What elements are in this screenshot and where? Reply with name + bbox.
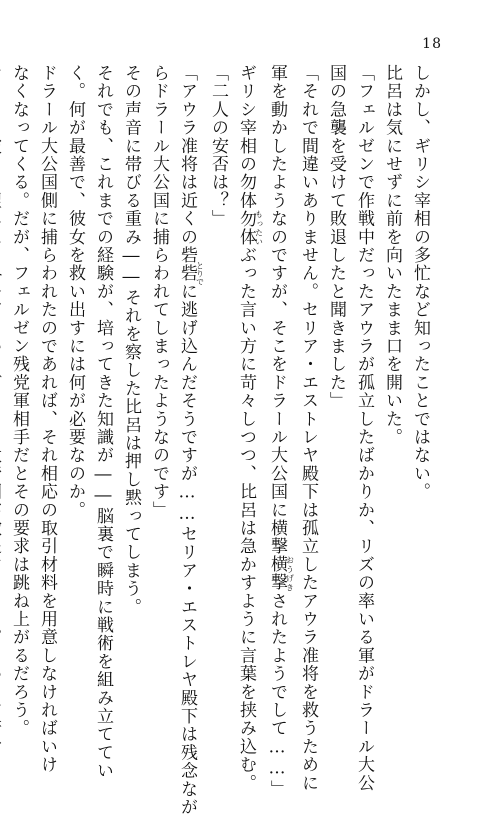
ruby-text: とりで [195,261,205,286]
ruby-base: 横撃 [267,555,287,592]
text-line: 国の急襲を受けて敗退したと聞きました」 [326,64,346,410]
text-segment: 軍を動かしたようなのですが、そこをドラール大公国に横撃 [267,64,287,556]
text-line [0,64,5,644]
ruby-base: 勿体 [236,209,256,247]
text-line: 「二人の安否は？」 [208,64,228,228]
vertical-text-block [0,64,434,816]
text-segment: ギリシ宰相の勿体 [236,64,256,210]
text-line: ドラール大公国側に捕らわれたのであれば、それ相応の取引材料を用意しなければいけ [37,64,57,774]
text-line: なくなってくる。だが、フェルゼン残党軍相手だとその要求は跳ね上がるだろう。 [9,64,29,738]
text-line: 「フェルゼンで作戦中だったアウラが孤立したばかりか、リズの率いる軍がドラール大公 [354,64,374,792]
ruby-annotation [267,555,295,592]
text-line: く。何が最善で、彼女を救い出すには何が必要なのか。 [65,64,85,519]
text-segment: 「アウラ准将は近くの砦 [177,64,197,265]
text-line-with-ruby [173,64,205,816]
text-line: それでも、これまでの経験が、培ってきた知識が――脳裏で瞬時に戦術を組み立ててい [93,64,113,780]
text-line: らドラール大公国に捕らわれてしまったようなのです」 [149,64,169,519]
text-segment: されたようでして……」 [267,591,287,799]
ruby-annotation [236,209,264,247]
page-number: 18 [422,36,442,52]
text-line: 「それで間違いありません。セリア・エストレヤ殿下は孤立したアウラ准将を救うために [298,64,318,792]
ruby-text: おうげき [285,555,295,592]
text-segment: に逃げ込んだそうですが……セリア・エストレヤ殿下は残念なが [177,282,197,816]
text-line-with-ruby [263,64,295,799]
text-line: 比呂は気にせずに前を向いたまま口を開いた。 [382,64,402,447]
text-line: その声音に帯びる重み――それを察した比呂は押し黙ってしまう。 [121,64,141,616]
text-line: しかし、ギリシ宰相の多忙など知ったことではない。 [410,64,430,501]
ruby-base: 砦 [177,261,197,286]
ruby-annotation [177,261,205,286]
text-line-with-ruby [232,64,264,793]
ruby-text: もったい [254,209,264,247]
text-segment: ぶった言い方に苛々しつつ、比呂は急かすように言葉を挟み込む。 [236,246,256,793]
